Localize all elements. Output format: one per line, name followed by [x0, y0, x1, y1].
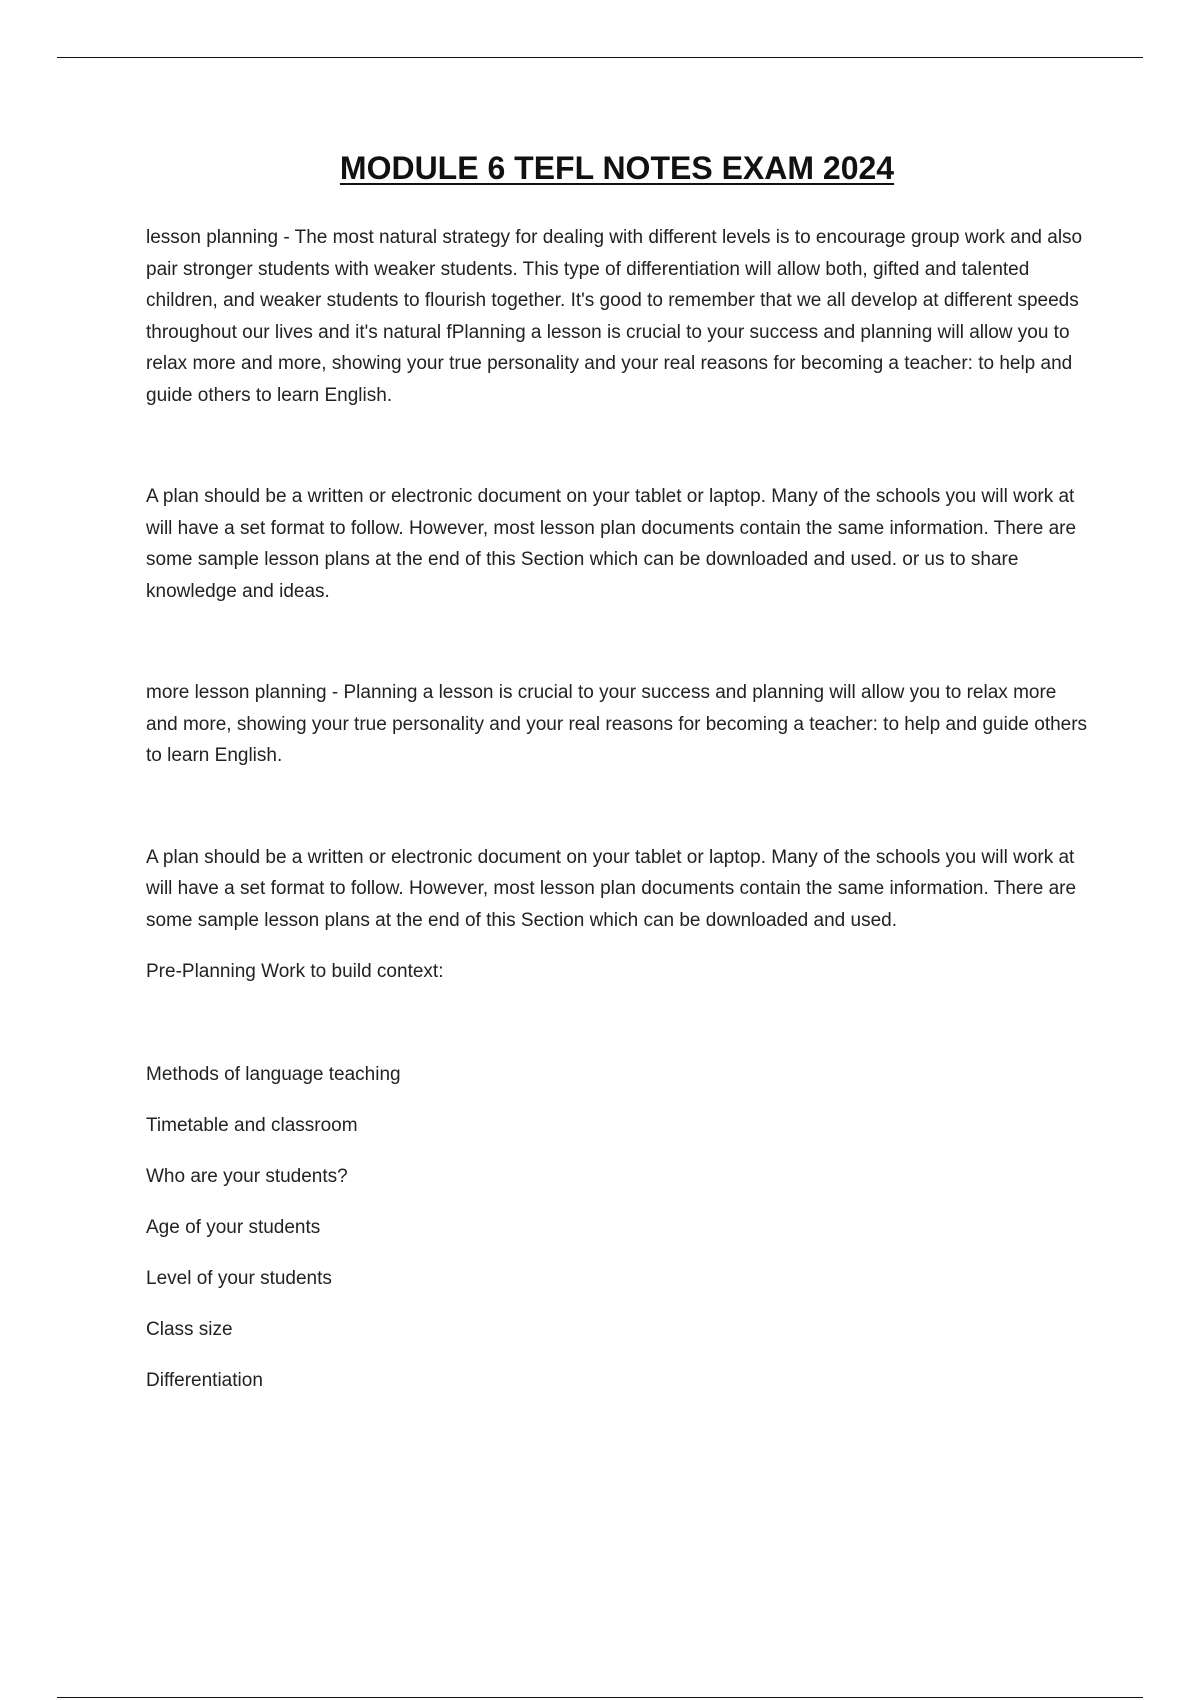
paragraph-lesson-planning: lesson planning - The most natural strategy for dealing with different levels is to encourage group work and also pair stronger students with weaker students. This type of differentiation will allow both, gifted and talented children, and weaker students to flourish together. It's good to remember that we all develop at different speeds throughout our lives and it's natural fPlanning a lesson is crucial to your success and planning will allow you to relax more and more, showing your true personality and your real reasons for becoming a teacher: to help and guide others to learn English.: [146, 227, 1083, 406]
paragraph-plan-document-repeat: A plan should be a written or electronic document on your tablet or laptop. Many of the schools you will work at will have a set format to follow. However, most lesson plan documents contain the same information. There are some sample lesson plans at the end of this Section which can be downloaded and used.: [146, 846, 1077, 931]
paragraph-plan-document: A plan should be a written or electronic document on your tablet or laptop. Many of the schools you will work at will have a set format to follow. However, most lesson plan documents contain the same information. There are some sample lesson plans at the end of this Section which can be downloaded and used. or us to share knowledge and ideas.: [146, 486, 1077, 602]
bottom-divider: [57, 1697, 1143, 1698]
list-item: Class size: [146, 1318, 233, 1340]
list-item: Level of your students: [146, 1267, 332, 1289]
paragraph-more-lesson-planning: more lesson planning - Planning a lesson is crucial to your success and planning will allow you to relax more and more, showing your true personality and your real reasons for becoming a teacher: to help and guide others to learn English.: [146, 682, 1088, 766]
list-item: Differentiation: [146, 1369, 263, 1391]
list-item: Timetable and classroom: [146, 1114, 358, 1136]
list-item: Methods of language teaching: [146, 1063, 401, 1085]
list-item: Who are your students?: [146, 1165, 348, 1187]
top-divider: [57, 57, 1143, 58]
pre-planning-heading: Pre-Planning Work to build context:: [146, 961, 444, 982]
list-item: Age of your students: [146, 1216, 321, 1238]
document-title-text: MODULE 6 TEFL NOTES EXAM 2024: [339, 150, 895, 186]
document-title: [0, 150, 1200, 187]
document-body: [146, 222, 1092, 1416]
pre-planning-list: [146, 1059, 1092, 1416]
